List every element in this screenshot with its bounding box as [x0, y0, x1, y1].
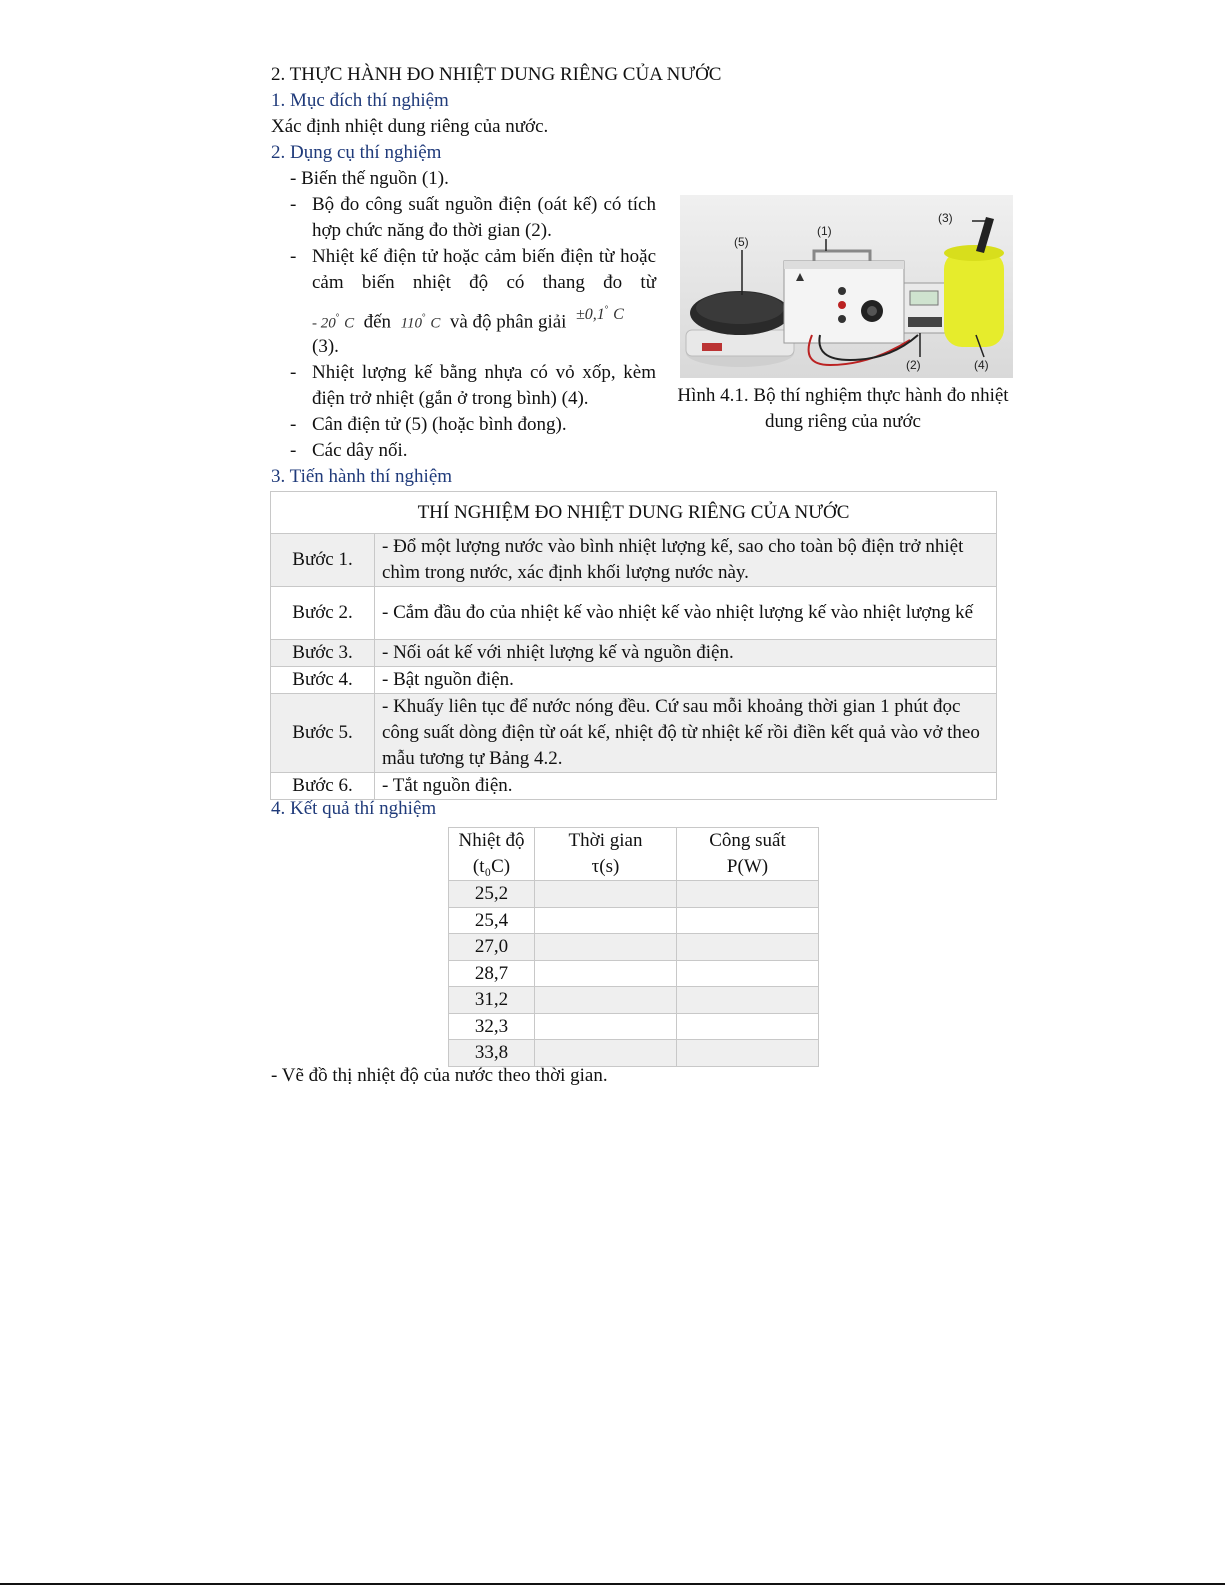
step-text: - Nối oát kế với nhiệt lượng kế và nguồn điện.	[375, 640, 997, 667]
temp-cell: 28,7	[449, 960, 535, 987]
step-label: Bước 5.	[271, 694, 375, 773]
range-to: đến	[363, 311, 392, 333]
table-row	[271, 640, 997, 667]
temp-cell: 33,8	[449, 1040, 535, 1067]
bullet-dash: -	[290, 440, 297, 461]
step-text: - Khuấy liên tục để nước nóng đều. Cứ sau mỗi khoảng thời gian 1 phút đọc công suất dòng điện từ oát kế, nhiệt độ từ nhiệt kế rồi điền kết quả vào vở theo mẫu tương tự Bảng 4.2.	[375, 694, 997, 773]
time-cell	[535, 907, 677, 934]
measure-range: - 20° C đến 110° C và độ phân giải $^{\pm 0,1^\circ}$ $^C$	[312, 304, 624, 333]
power-cell	[677, 1013, 819, 1040]
temp-cell: 25,2	[449, 881, 535, 908]
section-4-title: 4. Kết quả thí nghiệm	[271, 798, 437, 819]
header-temperature	[449, 828, 535, 881]
range-high: 110	[400, 315, 422, 332]
step-label: Bước 3.	[271, 640, 375, 667]
resolution-unit: C	[613, 306, 624, 324]
header-power	[677, 828, 819, 881]
header-temperature-name: Nhiệt độ	[458, 830, 525, 851]
figure-caption	[668, 383, 1018, 435]
table-row	[449, 907, 819, 934]
equipment-item-1: - Biến thế nguồn (1).	[290, 168, 449, 189]
figure-label-4: (4)	[974, 358, 989, 372]
bullet-dash: -	[290, 194, 297, 215]
bullet-dash: -	[290, 362, 297, 383]
step-label: Bước 4.	[271, 667, 375, 694]
range-low: - 20	[312, 315, 336, 332]
range-low-unit: C	[344, 315, 355, 332]
temp-cell: 32,3	[449, 1013, 535, 1040]
header-power-unit: P(W)	[726, 856, 769, 877]
time-cell	[535, 881, 677, 908]
section-3-title: 3. Tiến hành thí nghiệm	[271, 466, 453, 487]
header-temperature-unit: (t₀C)	[472, 856, 511, 877]
temp-cell: 27,0	[449, 934, 535, 961]
power-cell	[677, 960, 819, 987]
figure-label-3: (3)	[938, 211, 953, 225]
equipment-illustration	[680, 195, 1013, 378]
temp-cell: 31,2	[449, 987, 535, 1014]
step-text: - Bật nguồn điện.	[375, 667, 997, 694]
header-time-name: Thời gian	[568, 830, 643, 851]
bullet-dash: -	[290, 246, 297, 267]
temp-cell: 25,4	[449, 907, 535, 934]
figure-label-1: (1)	[817, 224, 832, 238]
equipment-item-3: Nhiệt kế điện tử hoặc cảm biến điện từ hoặc cảm biến nhiệt độ có thang đo từ	[312, 246, 656, 293]
table-row	[271, 667, 997, 694]
procedure-table	[270, 491, 997, 800]
figure-caption-line-2: dung riêng của nước	[765, 411, 921, 432]
header-time-unit: τ(s)	[591, 856, 620, 877]
page-heading: 2. THỰC HÀNH ĐO NHIỆT DUNG RIÊNG CỦA NƯỚC	[271, 64, 722, 85]
section-1-title: 1. Mục đích thí nghiệm	[271, 90, 449, 111]
table-row	[449, 1013, 819, 1040]
time-cell	[535, 934, 677, 961]
table-row	[449, 987, 819, 1014]
table-row	[271, 534, 997, 587]
figure-label-2: (2)	[906, 358, 921, 372]
header-time	[535, 828, 677, 881]
procedure-table-title: THÍ NGHIỆM ĐO NHIỆT DUNG RIÊNG CỦA NƯỚC	[271, 492, 997, 534]
section-1-body: Xác định nhiệt dung riêng của nước.	[271, 116, 549, 137]
table-row	[271, 694, 997, 773]
power-cell	[677, 907, 819, 934]
step-label: Bước 6.	[271, 773, 375, 800]
results-footer-note: - Vẽ đồ thị nhiệt độ của nước theo thời gian.	[271, 1065, 608, 1086]
step-text: - Cắm đầu đo của nhiệt kế vào nhiệt kế vào nhiệt lượng kế vào nhiệt lượng kế	[375, 587, 997, 640]
equipment-item-6: Các dây nối.	[312, 440, 408, 461]
step-text: - Tắt nguồn điện.	[375, 773, 997, 800]
bullet-dash: -	[290, 414, 297, 435]
table-row	[449, 934, 819, 961]
resolution-value: ±0,1	[575, 306, 605, 324]
time-cell	[535, 960, 677, 987]
power-cell	[677, 1040, 819, 1067]
resolution-label: và độ phân giải	[449, 311, 567, 333]
step-label: Bước 1.	[271, 534, 375, 587]
results-table	[448, 827, 819, 1067]
power-cell	[677, 881, 819, 908]
range-high-unit: C	[430, 315, 441, 332]
table-row	[271, 587, 997, 640]
section-2-title: 2. Dụng cụ thí nghiệm	[271, 142, 442, 163]
equipment-item-5: Cân điện tử (5) (hoặc bình đong).	[312, 414, 567, 435]
figure-caption-line-1: Hình 4.1. Bộ thí nghiệm thực hành đo nhiệt	[677, 385, 1009, 406]
header-power-name: Công suất	[709, 830, 786, 851]
time-cell	[535, 987, 677, 1014]
step-label: Bước 2.	[271, 587, 375, 640]
time-cell	[535, 1013, 677, 1040]
table-row	[449, 881, 819, 908]
equipment-item-4: Nhiệt lượng kế bằng nhựa có vỏ xốp, kèm điện trở nhiệt (gắn ở trong bình) (4).	[312, 362, 656, 409]
equipment-item-2: Bộ đo công suất nguồn điện (oát kế) có tích hợp chức năng đo thời gian (2).	[312, 194, 656, 241]
table-row	[449, 960, 819, 987]
step-text: - Đổ một lượng nước vào bình nhiệt lượng kế, sao cho toàn bộ điện trở nhiệt chìm trong nước, xác định khối lượng nước này.	[375, 534, 997, 587]
figure-label-5: (5)	[734, 235, 749, 249]
power-cell	[677, 987, 819, 1014]
equipment-photo	[680, 195, 1013, 378]
results-header-row	[449, 828, 819, 881]
power-cell	[677, 934, 819, 961]
equipment-item-3-end: (3).	[312, 336, 339, 357]
